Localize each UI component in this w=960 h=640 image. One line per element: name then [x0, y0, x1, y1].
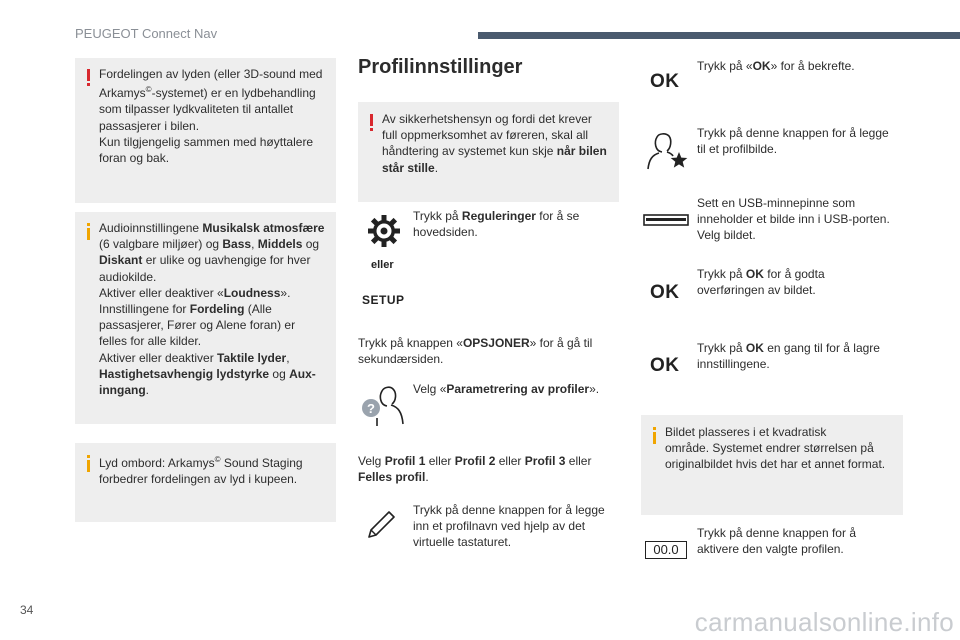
bold-span: Diskant — [99, 253, 143, 268]
bold-span: Musikalsk atmosfære — [202, 221, 325, 235]
text-line: område. Systemet endrer størrelsen på — [665, 441, 874, 456]
warning-icon — [370, 114, 373, 131]
info-box-sound-staging — [75, 443, 336, 522]
text-line: Trykk på denne knappen for å legge — [697, 126, 889, 140]
text-span: og — [302, 237, 320, 252]
text-line: Trykk på denne knappen for å legge — [413, 503, 605, 517]
ok-button-label: OK — [650, 282, 680, 303]
warning-text-safety — [382, 111, 618, 176]
page-number: 34 — [20, 603, 34, 617]
text-line: passasjerer, Fører og Alene foran) er — [99, 318, 296, 333]
info-box-image-format — [641, 415, 903, 515]
text-span: for å se — [535, 209, 580, 223]
text-line — [358, 469, 620, 485]
setup-button-label: SETUP — [362, 293, 405, 307]
text-span: Velg « — [413, 382, 447, 396]
text-span: , — [251, 237, 258, 252]
bold-span: OPSJONER — [462, 336, 530, 350]
text-line — [697, 340, 907, 356]
text-span: eller — [425, 454, 455, 468]
copyright-sup: © — [214, 455, 221, 464]
text-line — [99, 452, 335, 471]
usb-slot-icon — [643, 214, 689, 226]
bold-span: Aux- — [289, 366, 316, 381]
text-line: Trykk på denne knappen for å — [697, 526, 856, 540]
text-line: som tilpasser lydkvaliteten til antallet — [99, 102, 294, 117]
or-label: eller — [371, 259, 394, 271]
bold-span: OK — [745, 341, 764, 355]
text-span: » for å bekrefte. — [770, 59, 855, 73]
text-line: Sett en USB-minnepinne som — [697, 196, 856, 210]
bold-span: OK — [745, 267, 764, 281]
text-line — [697, 266, 907, 282]
step-parametrering — [413, 381, 618, 397]
step-ok-godta — [697, 266, 907, 298]
text-span: . — [434, 160, 439, 175]
text-line — [99, 236, 335, 252]
bold-span: Felles profil — [358, 470, 426, 485]
text-span: håndtering av systemet kun skje — [382, 144, 557, 159]
text-line: Bildet plasseres i et kvadratisk — [665, 425, 827, 439]
text-span: Arkamys — [99, 86, 146, 101]
step-reguleringer — [413, 208, 613, 240]
bold-span: Profil 3 — [524, 454, 566, 468]
pencil-edit-icon — [364, 506, 400, 542]
info-icon — [653, 427, 656, 444]
text-line — [99, 382, 335, 398]
profile-counter-button: 00.0 — [645, 541, 687, 559]
ok-button-label: OK — [650, 71, 680, 92]
text-span: en gang til for å lagre — [763, 341, 880, 355]
running-header: PEUGEOT Connect Nav — [75, 26, 218, 41]
settings-gear-icon — [367, 214, 401, 248]
text-line: audiokilde. — [99, 269, 157, 284]
step-opsjoner — [358, 335, 620, 367]
text-line: innstillingene. — [697, 357, 770, 372]
profile-question-icon — [360, 382, 408, 428]
info-text-sound-staging — [99, 452, 335, 487]
ok-button-label: OK — [650, 355, 680, 376]
info-text-audio-settings — [99, 220, 335, 398]
text-line — [99, 252, 335, 268]
step-profilnavn — [413, 502, 623, 551]
info-text-image-format — [665, 424, 901, 473]
user-star-icon — [646, 132, 690, 170]
bold-span: Reguleringer — [461, 209, 536, 223]
text-line — [382, 160, 618, 176]
text-line — [358, 335, 620, 351]
step-ok-lagre — [697, 340, 907, 372]
bold-span: står stille — [382, 160, 435, 175]
text-span: Lyd ombord: Arkamys — [99, 456, 215, 470]
text-line: full oppmerksomhet av føreren, skal all — [382, 128, 589, 143]
text-line — [99, 285, 335, 301]
text-line: sekundærsiden. — [358, 352, 444, 367]
step-usb — [697, 195, 912, 244]
text-span: eller — [495, 454, 525, 468]
bold-span: Profil 1 — [384, 454, 426, 468]
copyright-sup: © — [145, 85, 152, 95]
step-aktivere-profil — [697, 525, 907, 557]
bold-span: Bass — [222, 237, 252, 252]
text-line: originalbildet hvis det har et annet format. — [665, 457, 886, 472]
text-line: forbedrer fordelingen av lyd i kupeen. — [99, 472, 298, 487]
bold-span: Taktile lyder — [217, 350, 287, 365]
bold-span: Profil 2 — [454, 454, 496, 468]
note-box-3d-sound — [75, 58, 336, 203]
text-span: Trykk på — [413, 209, 462, 223]
text-span: -systemet) er en lydbehandling — [151, 86, 316, 101]
text-line — [413, 381, 618, 397]
text-span: og — [269, 366, 290, 381]
text-line: hovedsiden. — [413, 225, 478, 240]
section-title: Profilinnstillinger — [358, 56, 523, 78]
text-span: (6 valgbare miljøer) og — [99, 237, 223, 252]
bold-span: Hastighetsavhengig lydstyrke — [99, 366, 270, 381]
text-span: Sound Staging — [220, 456, 303, 470]
text-span: ». — [280, 285, 291, 300]
text-line: inn et profilnavn ved hjelp av det — [413, 519, 586, 534]
text-span: for å godta — [763, 267, 825, 281]
text-line: Velg bildet. — [697, 228, 756, 243]
text-span: er ulike og uavhengige for hver — [142, 253, 311, 268]
text-span: . — [425, 470, 429, 485]
text-span: ». — [589, 382, 600, 396]
text-line: passasjerer i bilen. — [99, 118, 200, 133]
bold-span: OK — [752, 59, 771, 73]
text-line: felles for alle kilder. — [99, 334, 202, 349]
bold-span: inngang — [99, 383, 146, 398]
text-span: Audioinnstillingene — [99, 221, 203, 235]
text-line — [99, 366, 335, 382]
step-profilbilde — [697, 125, 907, 157]
watermark: carmanualsonline.info — [694, 607, 954, 637]
bold-span: Parametrering av profiler — [446, 382, 590, 396]
note-text-3d-sound — [99, 66, 335, 166]
text-line: inneholder et bilde inn i USB-porten. — [697, 212, 890, 227]
bold-span: Fordeling — [189, 302, 245, 317]
text-span: , — [286, 350, 290, 365]
text-line — [99, 301, 335, 317]
header-bar — [478, 32, 960, 39]
text-span: . — [145, 383, 150, 398]
info-icon — [87, 455, 90, 472]
text-span: Aktiver eller deaktiver — [99, 350, 218, 365]
bold-span: når bilen — [556, 144, 607, 159]
text-line: Av sikkerhetshensyn og fordi det krever — [382, 112, 592, 126]
step-velg-profil — [358, 453, 620, 485]
text-line — [358, 453, 620, 469]
text-line — [382, 143, 618, 159]
bold-span: Loudness — [223, 285, 281, 300]
info-box-audio-settings — [75, 212, 336, 424]
text-line — [413, 208, 613, 224]
text-span: Trykk på knappen « — [358, 336, 463, 350]
text-line: Kun tilgjengelig sammen med høyttalere — [99, 134, 314, 149]
text-line: til et profilbilde. — [697, 142, 778, 157]
warning-icon — [87, 69, 90, 86]
text-span: Trykk på — [697, 267, 746, 281]
warning-box-safety — [358, 102, 619, 202]
text-span: Trykk på — [697, 341, 746, 355]
text-line: Fordelingen av lyden (eller 3D-sound med — [99, 67, 323, 81]
text-span: Aktiver eller deaktiver « — [99, 285, 224, 300]
text-line: aktivere den valgte profilen. — [697, 542, 844, 557]
text-line — [99, 82, 335, 101]
text-span: (Alle — [244, 302, 272, 317]
svg-text:?: ? — [367, 401, 375, 416]
text-span: Trykk på « — [697, 59, 753, 73]
text-line: foran og bak. — [99, 151, 170, 166]
text-line — [697, 58, 907, 74]
text-span: eller — [565, 454, 592, 468]
text-span: Velg — [358, 454, 385, 468]
text-span: » for å gå til — [529, 336, 593, 350]
step-ok-bekreft — [697, 58, 907, 74]
text-line: virtuelle tastaturet. — [413, 535, 512, 550]
bold-span: Middels — [257, 237, 303, 252]
text-span: Innstillingene for — [99, 302, 190, 317]
info-icon — [87, 223, 90, 240]
text-line — [99, 350, 335, 366]
text-line: overføringen av bildet. — [697, 283, 816, 298]
text-line — [99, 220, 335, 236]
